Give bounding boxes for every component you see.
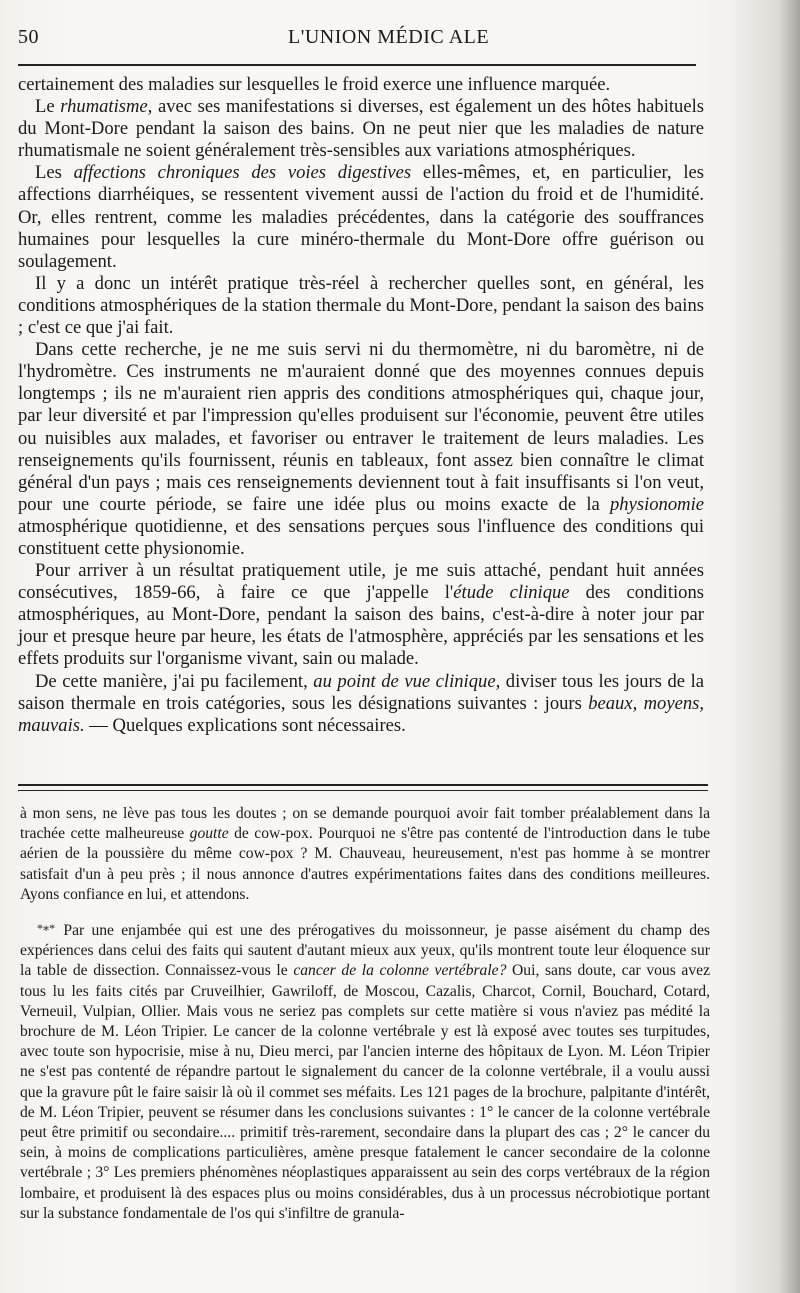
paragraph: *∗* Par une enjambée qui est une des prérogatives du moissonneur, je passe aisément du champ des expériences dans celui des faits qui sautent d'autant mieux aux yeux, qu'ils montrent toute leur éloquence sur la table de dissection. Connaissez-vous le cancer de la colonne vertébrale? Oui, sans doute, car vous avez tous lu les faits cités par Cruveilhier, Gawriloff, de Moscou, Cazalis, Charcot, Cornil, Bouchard, Cotard, Verneuil, Vulpian, Ollier. Mais vous ne seriez pas complets sur cette matière si vous n'aviez pas médité la brochure de M. Léon Tripier. Le cancer de la colonne vertébrale y est là exposé avec toutes ses turpitudes, avec toute son hypocrisie, mise à nu, Dieu merci, par l'ancien interne des hôpitaux de Lyon. M. Léon Tripier ne s'est pas contenté de répandre partout le signalement du cancer de la colonne vertébrale, il a voulu aussi que la gravure pût le faire saisir là où il commet ses méfaits. Les 121 pages de la brochure, palpitante d'intérêt, de M. Léon Tripier, peuvent se résumer dans les conclusions suivantes : 1° le cancer de la colonne vertébrale peut être primitif ou secondaire.... primitif très-rarement, secondaire dans la plupart des cas ; 2° le cancer du sein, à moins de complications particulières, amène presque fatalement le cancer secondaire de la colonne vertébrale ; 3° Les premiers phénomènes néoplastiques apparaissent au sein des corps vertébraux de la région lombaire, et produisent là des espaces plus ou moins considérables, dus à un processus nécrobiotique portant sur la substance fondamentale de l'os qui s'infiltre de granula- — [20, 921, 710, 1222]
paragraph: Dans cette recherche, je ne me suis servi ni du thermomètre, ni du baromètre, ni de l'hydromètre. Ces instruments ne m'auraient donné que des moyennes connues depuis longtemps ; ils ne m'auraient rien appris des conditions atmosphériques qui, chaque jour, par leur diversité et par l'impression qu'elles produisent sur l'économie, peuvent être utiles ou nuisibles aux malades, et favoriser ou entraver le traitement de leurs maladies. Les renseignements qu'ils fournissent, réunis en tableaux, font assez bien connaître le climat général d'un pays ; mais ces renseignements deviennent tout à fait insuffisants si l'on veut, pour une courte période, se faire une idée plus ou moins exacte de la physionomie atmosphérique quotidienne, et des sensations perçues sous l'influence des conditions qui constituent cette physionomie. — [18, 339, 704, 559]
paragraph: Pour arriver à un résultat pratiquement utile, je me suis attaché, pendant huit années consécutives, 1859-66, à faire ce que j'appelle l'étude clinique des conditions atmosphériques, au Mont-Dore, pendant la saison des bains, c'est-à-dire à noter jour par jour et presque heure par heure, les états de l'atmosphère, appréciés par les sensations et les effets produits sur l'organisme vivant, sain ou malade. — [18, 560, 704, 670]
asterism-mark: *∗* — [37, 921, 55, 936]
paragraph: Le rhumatisme, avec ses manifestations si diverses, est également un des hôtes habituels du Mont-Dore pendant la saison des bains. On ne peut nier que les maladies de nature rhumatismale ne soient généralement très-sensibles aux variations atmosphériques. — [18, 96, 704, 162]
paragraph: Il y a donc un intérêt pratique très-réel à rechercher quelles sont, en général, les conditions atmosphériques de la station thermale du Mont-Dore, pendant la saison des bains ; c'est ce que j'ai fait. — [18, 272, 704, 339]
page-number: 50 — [18, 26, 39, 48]
paragraph: certainement des maladies sur lesquelles le froid exerce une influence marquée. — [18, 74, 611, 95]
main-article — [18, 74, 704, 737]
paragraph: De cette manière, j'ai pu facilement, au point de vue clinique, diviser tous les jours de la saison thermale en trois catégories, sous les désignations suivantes : jours beaux, moyens, mauvais. — Quelques explications sont nécessaires. — [18, 670, 705, 736]
paragraph-gap — [20, 905, 710, 918]
paragraph: à mon sens, ne lève pas tous les doutes ; on se demande pourquoi avoir fait tomber préalablement dans la trachée cette malheureuse goutte de cow-pox. Pourquoi ne s'être pas contenté de l'introduction dans le tube aérien de la poussière du même cow-pox ? M. Chauveau, heureusement, n'est pas homme à se montrer satisfait d'un à peu près ; il nous annonce d'autres expérimentations faites dans des conditions meilleures. Ayons confiance en lui, et attendons. — [20, 805, 710, 903]
page-header — [18, 26, 698, 56]
paragraph: Les affections chroniques des voies digestives elles-mêmes, et, en particulier, les affections diarrhéiques, se ressentent vivement aussi de l'action du froid et de l'humidité. Or, elles rentrent, comme les maladies précédentes, dans la catégorie des souffrances humaines pour lesquelles la cure minéro-thermale du Mont-Dore offre guérison ou soulagement. — [18, 162, 704, 272]
page-edge-shadow — [730, 0, 800, 1293]
section-divider — [18, 784, 708, 791]
header-rule — [18, 64, 696, 66]
feuilleton-column — [20, 804, 710, 1224]
running-head: L'UNION MÉDIC ALE — [288, 26, 490, 48]
